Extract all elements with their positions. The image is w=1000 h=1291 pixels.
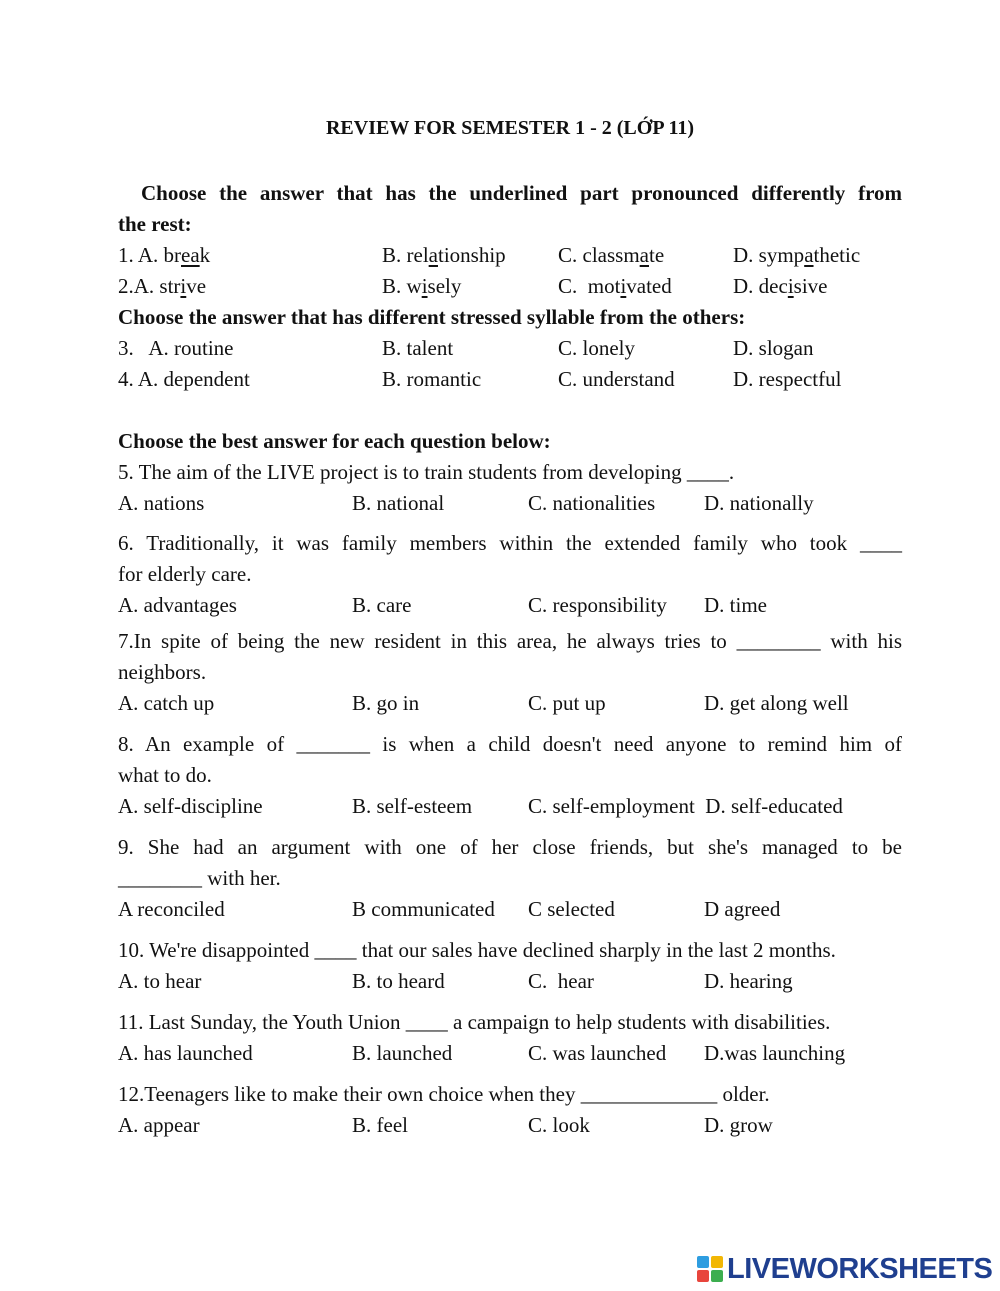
q5-option-b[interactable]: B. national (352, 491, 445, 515)
question-4 (118, 364, 902, 395)
q1-option-c[interactable]: C. classmate (558, 243, 665, 267)
q6-option-a[interactable]: A. advantages (118, 593, 237, 617)
worksheet-content (118, 178, 902, 1141)
q1-option-a[interactable]: 1. A. break (118, 243, 211, 267)
q2-option-c[interactable]: C. motivated (558, 274, 672, 298)
q7-option-a[interactable]: A. catch up (118, 691, 215, 715)
q10-option-d[interactable]: D. hearing (704, 969, 793, 993)
q7-stem-cont: neighbors. (118, 660, 207, 684)
q2-option-b[interactable]: B. wisely (382, 274, 462, 298)
q1-option-d[interactable]: D. sympathetic (733, 243, 861, 267)
q11-option-d[interactable]: D.was launching (704, 1041, 846, 1065)
q11-option-a[interactable]: A. has launched (118, 1041, 253, 1065)
q9-option-b[interactable]: B communicated (352, 897, 495, 921)
logo-square-3 (711, 1270, 723, 1282)
logo-square-2 (697, 1270, 709, 1282)
logo-square-0 (697, 1256, 709, 1268)
q12-option-b[interactable]: B. feel (352, 1113, 408, 1137)
q12-option-d[interactable]: D. grow (704, 1113, 773, 1137)
question-2 (118, 271, 902, 302)
section1-heading-cont: the rest: (118, 212, 192, 236)
q9-option-c[interactable]: C selected (528, 897, 615, 921)
q3-option-a[interactable]: 3. A. routine (118, 336, 234, 360)
q12-option-a[interactable]: A. appear (118, 1113, 200, 1137)
question-10-options (118, 966, 902, 997)
q6-option-b[interactable]: B. care (352, 593, 412, 617)
question-5-options (118, 488, 902, 519)
q12-stem: 12.Teenagers like to make their own choice when they _____________ older. (118, 1082, 770, 1106)
q1-option-b[interactable]: B. relationship (382, 243, 506, 267)
question-12-options (118, 1110, 902, 1141)
q7-option-c[interactable]: C. put up (528, 691, 606, 715)
liveworksheets-logo[interactable] (697, 1253, 992, 1285)
q9-stem: 9. She had an argument with one of her close friends, but she's managed to be (118, 835, 902, 859)
logo-square-1 (711, 1256, 723, 1268)
q8-option-cd[interactable]: C. self-employment D. self-educated (528, 794, 843, 818)
q7-stem: 7.In spite of being the new resident in this area, he always tries to ________ with his (118, 629, 902, 653)
section2-heading: Choose the answer that has different stressed syllable from the others: (118, 305, 746, 329)
q7-option-d[interactable]: D. get along well (704, 691, 849, 715)
q12-option-c[interactable]: C. look (528, 1113, 590, 1137)
q3-option-b[interactable]: B. talent (382, 336, 454, 360)
question-7-options (118, 688, 902, 719)
q11-option-b[interactable]: B. launched (352, 1041, 453, 1065)
q10-option-b[interactable]: B. to heard (352, 969, 445, 993)
q6-stem-cont: for elderly care. (118, 562, 252, 586)
q8-option-a[interactable]: A. self-discipline (118, 794, 263, 818)
q7-option-b[interactable]: B. go in (352, 691, 420, 715)
q4-option-d[interactable]: D. respectful (733, 367, 842, 391)
q6-option-c[interactable]: C. responsibility (528, 593, 667, 617)
section1-heading: Choose the answer that has the underlined part pronounced differently from (141, 181, 902, 205)
q2-option-d[interactable]: D. decisive (733, 274, 828, 298)
question-8-options (118, 791, 902, 822)
q6-stem: 6. Traditionally, it was family members within the extended family who took ____ (118, 531, 902, 555)
q5-option-a[interactable]: A. nations (118, 491, 205, 515)
q6-option-d[interactable]: D. time (704, 593, 767, 617)
section3-heading: Choose the best answer for each question below: (118, 429, 551, 453)
q9-option-d[interactable]: D agreed (704, 897, 781, 921)
q4-option-c[interactable]: C. understand (558, 367, 675, 391)
question-6-options (118, 590, 902, 621)
q4-option-a[interactable]: 4. A. dependent (118, 367, 250, 391)
q8-stem: 8. An example of _______ is when a child doesn't need anyone to remind him of (118, 732, 902, 756)
page-title: REVIEW FOR SEMESTER 1 - 2 (LỚP 11) (325, 117, 695, 139)
question-3 (118, 333, 902, 364)
question-11-options (118, 1038, 902, 1069)
q10-stem: 10. We're disappointed ____ that our sales have declined sharply in the last 2 months. (118, 938, 836, 962)
q3-option-c[interactable]: C. lonely (558, 336, 635, 360)
q11-option-c[interactable]: C. was launched (528, 1041, 667, 1065)
q5-option-d[interactable]: D. nationally (704, 491, 814, 515)
q9-stem-cont: ________ with her. (118, 866, 281, 890)
logo-text: LIVEWORKSHEETS (727, 1252, 993, 1285)
q5-option-c[interactable]: C. nationalities (528, 491, 656, 515)
q10-option-a[interactable]: A. to hear (118, 969, 202, 993)
question-1 (118, 240, 902, 271)
q11-stem: 11. Last Sunday, the Youth Union ____ a campaign to help students with disabilities. (118, 1010, 831, 1034)
q4-option-b[interactable]: B. romantic (382, 367, 482, 391)
q10-option-c[interactable]: C. hear (528, 969, 594, 993)
q9-option-a[interactable]: A reconciled (118, 897, 225, 921)
q8-option-b[interactable]: B. self-esteem (352, 794, 473, 818)
q2-option-a[interactable]: 2.A. strive (118, 274, 207, 298)
q3-option-d[interactable]: D. slogan (733, 336, 814, 360)
liveworksheets-logo-icon (697, 1256, 723, 1282)
q8-stem-cont: what to do. (118, 763, 212, 787)
q5-stem: 5. The aim of the LIVE project is to train students from developing ____. (118, 460, 735, 484)
question-9-options (118, 894, 902, 925)
